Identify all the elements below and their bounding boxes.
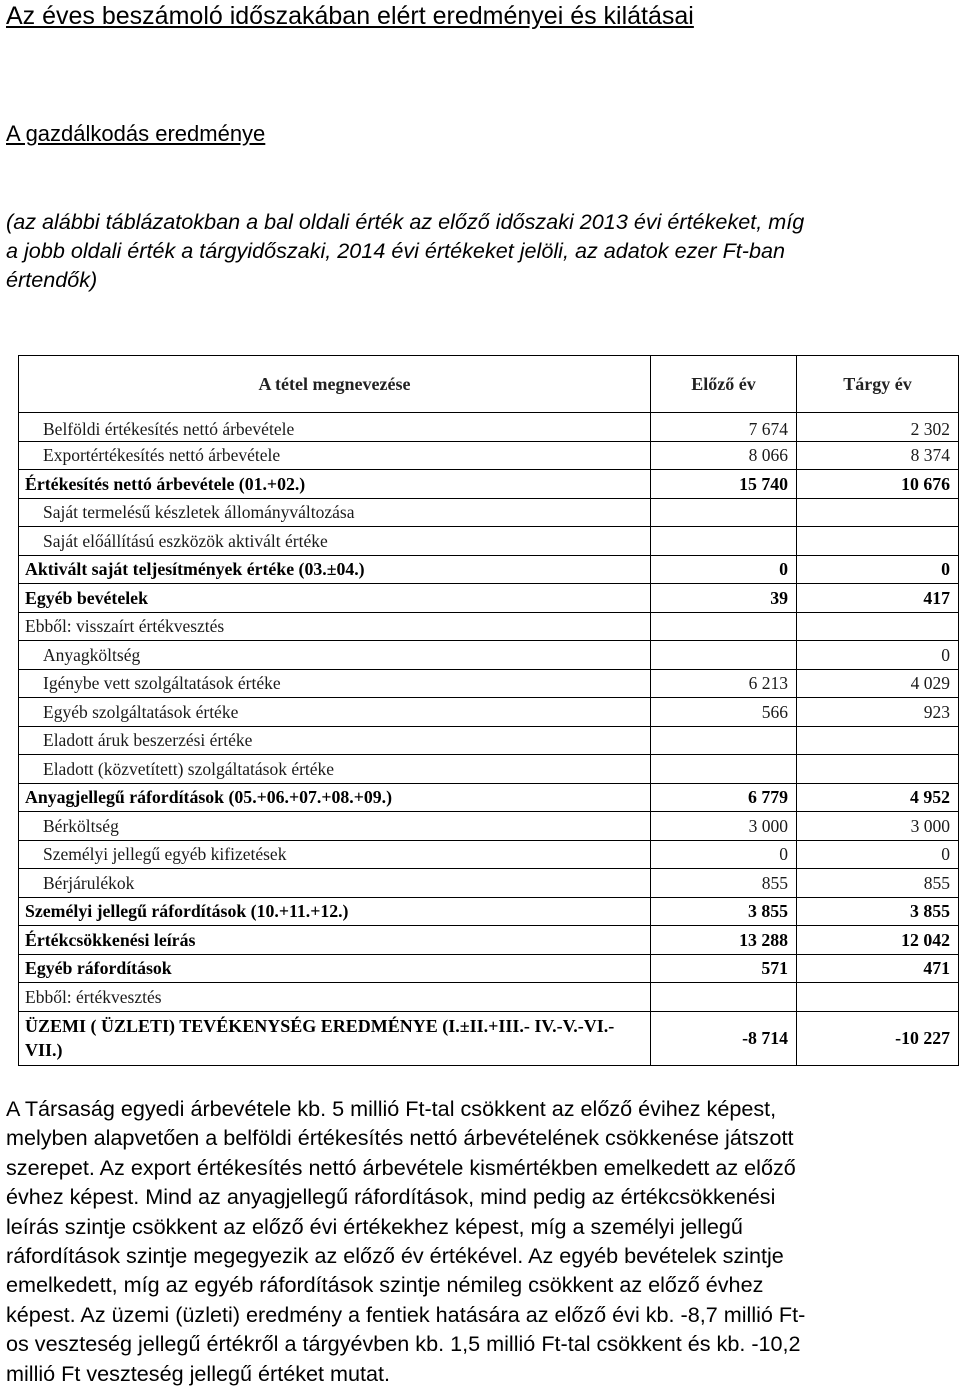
header-previous-year: Előző év [651, 356, 797, 413]
row-current-value: -10 227 [797, 1011, 959, 1065]
row-previous-value: 13 288 [651, 926, 797, 955]
row-current-value: 0 [797, 840, 959, 869]
table-row [19, 755, 959, 784]
row-current-value [797, 527, 959, 556]
row-label: Ebből: visszaírt értékvesztés [19, 612, 651, 641]
row-current-value: 471 [797, 954, 959, 983]
row-label: Bérköltség [19, 812, 651, 841]
paragraph-line: A Társaság egyedi árbevétele kb. 5 millió Ft-tal csökkent az előző évihez képest, [6, 1096, 777, 1121]
paragraph-line: képest. Az üzemi (üzleti) eredmény a fentiek hatására az előző évi kb. -8,7 millió Ft- [6, 1301, 806, 1327]
row-label: Belföldi értékesítés nettó árbevétele [19, 413, 651, 442]
table-note [6, 207, 956, 294]
table-body [19, 413, 959, 1066]
row-previous-value: 566 [651, 698, 797, 727]
row-current-value [797, 726, 959, 755]
row-label: Személyi jellegű egyéb kifizetések [19, 840, 651, 869]
row-label: Egyéb bevételek [19, 584, 651, 613]
row-current-value: 10 676 [797, 470, 959, 499]
row-current-value: 4 952 [797, 783, 959, 812]
row-label: Egyéb ráfordítások [19, 954, 651, 983]
note-line: értendők) [6, 267, 98, 292]
row-previous-value: 0 [651, 555, 797, 584]
note-line: a jobb oldali érték a tárgyidőszaki, 2014 évi értékeket jelöli, az adatok ezer Ft-ban [6, 238, 786, 263]
row-current-value [797, 983, 959, 1012]
table-row [19, 726, 959, 755]
row-label: ÜZEMI ( ÜZLETI) TEVÉKENYSÉG EREDMÉNYE (I.±II.+III.- IV.-V.-VI.-VII.) [19, 1011, 651, 1065]
row-label: Aktivált saját teljesítmények értéke (03.±04.) [19, 555, 651, 584]
page-heading: Az éves beszámoló időszakában elért eredményei és kilátásai [6, 2, 694, 30]
paragraph-line: leírás szintje csökkent az előző évi értékekhez képest, míg a személyi jellegű [6, 1213, 743, 1239]
paragraph-line: millió Ft veszteség jellegű értéket mutat. [6, 1360, 391, 1386]
row-current-value: 12 042 [797, 926, 959, 955]
paragraph-line: szerepet. Az export értékesítés nettó árbevétele kismértékben emelkedett az előző [6, 1154, 796, 1180]
table-row [19, 840, 959, 869]
row-label: Ebből: értékvesztés [19, 983, 651, 1012]
row-label: Értékcsökkenési leírás [19, 926, 651, 955]
paragraph-line: évhez képest. Mind az anyagjellegű ráfordítások, mind pedig az értékcsökkenési [6, 1184, 776, 1210]
row-current-value [797, 755, 959, 784]
row-previous-value: 0 [651, 840, 797, 869]
row-label: Igénybe vett szolgáltatások értéke [19, 669, 651, 698]
table-row [19, 527, 959, 556]
table-row [19, 897, 959, 926]
row-label: Személyi jellegű ráfordítások (10.+11.+12.) [19, 897, 651, 926]
row-previous-value [651, 498, 797, 527]
row-label: Exportértékesítés nettó árbevétele [19, 441, 651, 470]
row-previous-value: 15 740 [651, 470, 797, 499]
row-current-value [797, 498, 959, 527]
header-item-name: A tétel megnevezése [19, 356, 651, 413]
paragraph-line: melyben alapvetően a belföldi értékesítés nettó árbevételének csökkenése játszott [6, 1125, 794, 1151]
table-row [19, 669, 959, 698]
table-row [19, 612, 959, 641]
row-label: Eladott áruk beszerzési értéke [19, 726, 651, 755]
table-row [19, 783, 959, 812]
row-label: Anyagköltség [19, 641, 651, 670]
note-line: (az alábbi táblázatokban a bal oldali érték az előző időszaki 2013 évi értékeket, míg [6, 209, 805, 234]
row-current-value [797, 612, 959, 641]
row-current-value: 923 [797, 698, 959, 727]
row-previous-value: 7 674 [651, 413, 797, 442]
row-previous-value: 571 [651, 954, 797, 983]
table-row [19, 584, 959, 613]
table-row [19, 869, 959, 898]
row-previous-value: 855 [651, 869, 797, 898]
row-current-value: 4 029 [797, 669, 959, 698]
table-row [19, 470, 959, 499]
row-current-value: 3 000 [797, 812, 959, 841]
row-label: Saját termelésű készletek állományváltozása [19, 498, 651, 527]
row-previous-value [651, 726, 797, 755]
section-heading: A gazdálkodás eredménye [6, 121, 266, 146]
table-row [19, 698, 959, 727]
table-row [19, 983, 959, 1012]
row-current-value: 0 [797, 555, 959, 584]
table-row [19, 812, 959, 841]
table-row [19, 954, 959, 983]
row-previous-value: 3 855 [651, 897, 797, 926]
table-row [19, 555, 959, 584]
row-current-value: 417 [797, 584, 959, 613]
row-previous-value [651, 612, 797, 641]
summary-paragraph [6, 1094, 956, 1388]
row-current-value: 3 855 [797, 897, 959, 926]
row-previous-value: -8 714 [651, 1011, 797, 1065]
row-label: Anyagjellegű ráfordítások (05.+06.+07.+08.+09.) [19, 783, 651, 812]
row-current-value: 2 302 [797, 413, 959, 442]
row-label: Saját előállítású eszközök aktivált értéke [19, 527, 651, 556]
table-row [19, 498, 959, 527]
table-row [19, 641, 959, 670]
table-header-row [19, 356, 959, 413]
results-table [18, 355, 959, 1066]
table-row [19, 926, 959, 955]
row-previous-value [651, 527, 797, 556]
row-label: Egyéb szolgáltatások értéke [19, 698, 651, 727]
table-row [19, 441, 959, 470]
paragraph-line: os veszteség jellegű értékről a tárgyévben kb. 1,5 millió Ft-tal csökkent és kb. -10,2 [6, 1331, 801, 1357]
row-current-value: 8 374 [797, 441, 959, 470]
table-row [19, 413, 959, 442]
row-previous-value: 6 213 [651, 669, 797, 698]
row-previous-value: 8 066 [651, 441, 797, 470]
row-current-value: 0 [797, 641, 959, 670]
row-previous-value [651, 755, 797, 784]
row-label: Bérjárulékok [19, 869, 651, 898]
table-row [19, 1011, 959, 1065]
paragraph-line: emelkedett, míg az egyéb ráfordítások szintje némileg csökkent az előző évhez [6, 1272, 764, 1298]
row-previous-value: 39 [651, 584, 797, 613]
row-previous-value [651, 641, 797, 670]
row-label: Eladott (közvetített) szolgáltatások értéke [19, 755, 651, 784]
row-previous-value: 6 779 [651, 783, 797, 812]
row-current-value: 855 [797, 869, 959, 898]
row-previous-value [651, 983, 797, 1012]
row-label: Értékesítés nettó árbevétele (01.+02.) [19, 470, 651, 499]
header-current-year: Tárgy év [797, 356, 959, 413]
paragraph-line: ráfordítások szintje megegyezik az előző év értékével. Az egyéb bevételek szintje [6, 1243, 784, 1269]
row-previous-value: 3 000 [651, 812, 797, 841]
